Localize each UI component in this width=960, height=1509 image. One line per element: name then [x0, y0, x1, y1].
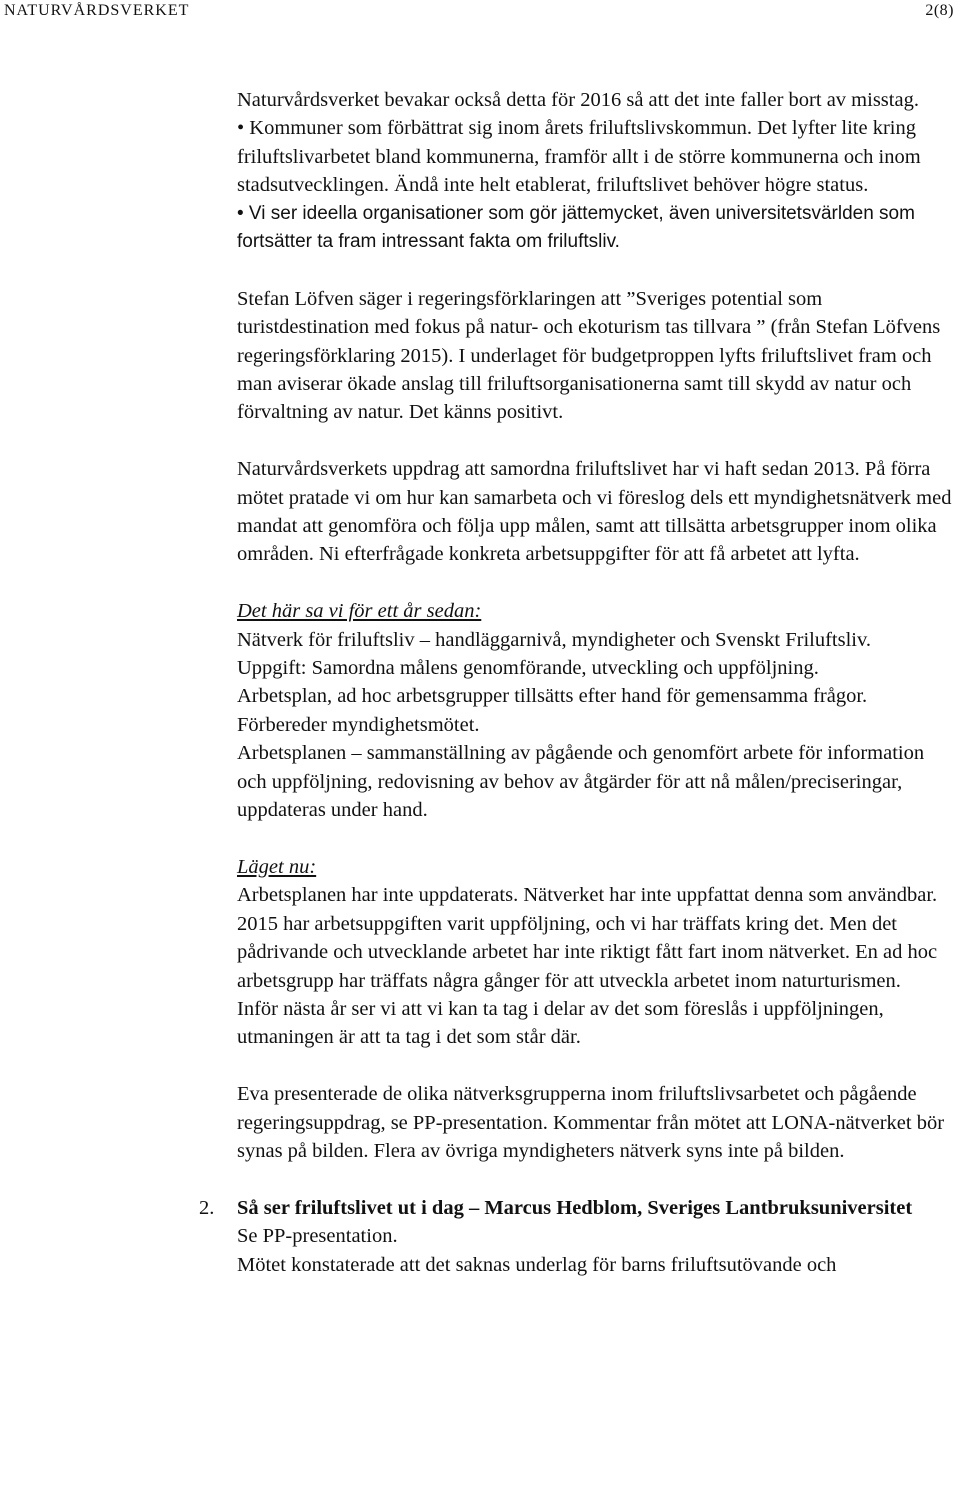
bullet-kommuner: • Kommuner som förbättrat sig inom årets friluftslivskommun. Det lyfter lite kring friluftslivarbetet bland kommunerna, framför allt i de större kommunerna och inom stadsutvecklingen. Ändå inte helt etablerat, friluftslivet behöver högre status. — [237, 117, 921, 197]
document-body — [199, 86, 957, 1279]
item-heading: Så ser friluftslivet ut i dag – Marcus Hedblom, Sveriges Lantbruksuniversitet — [237, 1196, 913, 1219]
item-line: Se PP-presentation. — [237, 1225, 398, 1248]
page-number: 2(8) — [925, 2, 954, 19]
item-number: 2. — [199, 1196, 215, 1219]
bullet-ideella: • Vi ser ideella organisationer som gör jättemycket, även universitetsvärlden som fortsätter ta fram intressant fakta om friluftsliv. — [237, 202, 915, 253]
now-line: Inför nästa år ser vi att vi kan ta tag i delar av det som föreslås i uppföljningen, utmaningen är att ta tag i det som står där. — [237, 997, 884, 1049]
organization-name: NATURVÅRDSVERKET — [4, 2, 190, 19]
paragraph-eva: Eva presenterade de olika nätverksgrupperna inom friluftslivsarbetet och pågående regeringsuppdrag, se PP-presentation. Kommentar från mötet att LONA-nätverket bör synas på bilden. Flera av övriga myndigheters nätverk syns inte på bilden. — [237, 1083, 945, 1162]
section-label-year-ago: Det här sa vi för ett år sedan: — [237, 600, 482, 623]
now-line: Arbetsplanen har inte uppdaterats. Nätverket har inte uppfattat denna som användbar. 2015 har arbetsuppgiften varit uppföljning, och vi har träffats kring det. Men det pådrivande och utvecklande arbetet har inte riktigt fått fart inom nätverket. En ad hoc arbetsgrupp har träffats några gånger för att utveckla arbetet inom naturturismen. — [237, 884, 938, 992]
item-line: Mötet konstaterade att det saknas underlag för barns friluftsutövande och — [237, 1253, 837, 1276]
paragraph-lofven: Stefan Löfven säger i regeringsförklaringen att ”Sveriges potential som turistdestination med fokus på natur- och ekoturism tas tillvara ” (från Stefan Löfvens regeringsförklaring 2015). I underlaget för budgetproppen lyfts friluftslivet fram och man aviserar ökade anslag till friluftsorganisationerna samt till skydd av natur och förvaltning av natur. Det känns positivt. — [237, 287, 941, 424]
page-header — [4, 2, 954, 26]
intro-continuation: Naturvårdsverket bevakar också detta för 2016 så att det inte faller bort av misstag. — [237, 89, 919, 111]
year-ago-line: Arbetsplan, ad hoc arbetsgrupper tillsätts efter hand för gemensamma frågor. Förbereder myndighetsmötet. — [237, 685, 868, 736]
year-ago-line: Uppgift: Samordna målens genomförande, utveckling och uppföljning. — [237, 657, 819, 680]
section-label-now: Läget nu: — [237, 855, 317, 878]
numbered-item-2 — [199, 1194, 957, 1279]
year-ago-line: Nätverk för friluftsliv – handläggarnivå, myndigheter och Svenskt Friluftsliv. — [237, 628, 872, 651]
paragraph-uppdrag: Naturvårdsverkets uppdrag att samordna friluftslivet har vi haft sedan 2013. På förra mötet pratade vi om hur kan samarbeta och vi föreslog dels ett myndighetsnätverk med mandat att genomföra och följa upp målen, samt att tillsätta arbetsgrupper inom olika områden. Ni efterfrågade konkreta arbetsuppgifter för att få arbetet att lyfta. — [237, 458, 952, 566]
year-ago-line: Arbetsplanen – sammanställning av pågående och genomfört arbete för information och uppföljning, redovisning av behov av åtgärder för att nå målen/preciseringar, uppdateras under hand. — [237, 742, 925, 822]
